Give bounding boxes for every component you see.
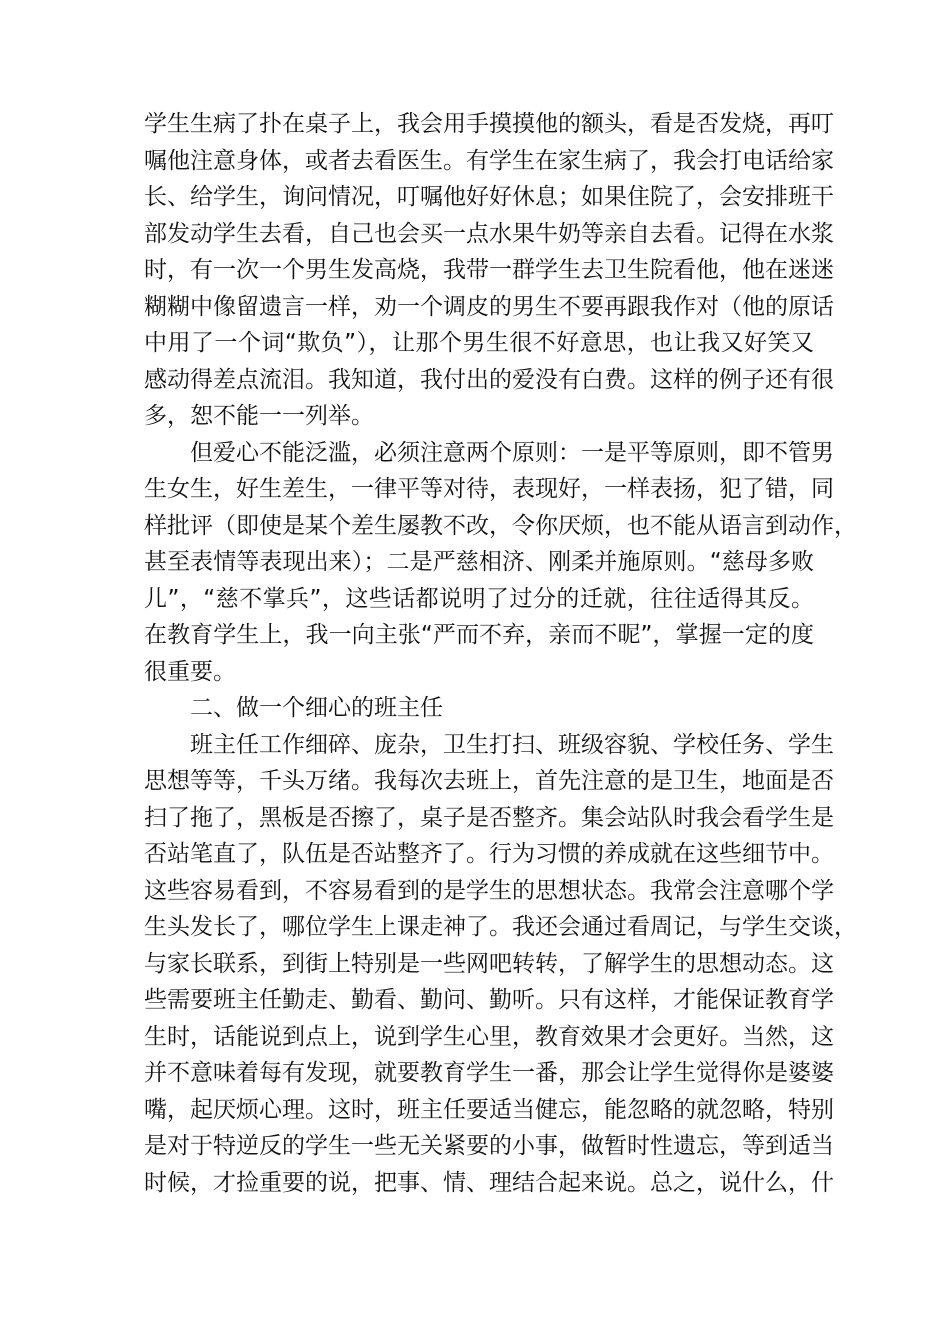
text-line: 这些容易看到，不容易看到的是学生的思想状态。我常会注意哪个学 [144, 877, 834, 904]
paragraph-2 [144, 435, 857, 691]
text-line: 时候，才捡重要的说，把事、情、理结合起来说。总之，说什么，什 [144, 1169, 834, 1196]
text-line: 是对于特逆反的学生一些无关紧要的小事，做暂时性遗忘，等到适当 [144, 1133, 834, 1159]
text-line: 扫了拖了，黑板是否擦了，桌子是否整齐。集会站队时我会看学生是 [144, 804, 834, 831]
text-line: 中用了一个词“欺负”），让那个男生很不好意思，也让我又好笑又 [144, 330, 814, 356]
text-line: 班主任工作细碎、庞杂，卫生打扫、班级容貌、学校任务、学生 [190, 731, 834, 758]
text-line: 嘱他注意身体，或者去看医生。有学生在家生病了，我会打电话给家 [144, 147, 834, 174]
paragraph-3 [144, 727, 857, 1202]
text-line: 些需要班主任勤走、勤看、勤问、勤听。只有这样，才能保证教育学 [144, 987, 834, 1013]
text-line: 在教育学生上，我一向主张“严而不弃，亲而不昵”，掌握一定的度 [144, 622, 814, 648]
section-heading: 二、做一个细心的班主任 [190, 695, 443, 721]
text-line: 生时，话能说到点上，说到学生心里，教育效果才会更好。当然，这 [144, 1023, 834, 1050]
text-line: 生女生，好生差生，一律平等对待，表现好，一样表扬，犯了错，同 [144, 476, 834, 502]
paragraph-1 [144, 106, 834, 435]
text-line: 很重要。 [144, 658, 236, 685]
text-line: 长、给学生，询问情况，叮嘱他好好休息；如果住院了，会安排班干 [144, 184, 834, 210]
text-line: 嘴，起厌烦心理。这时，班主任要适当健忘，能忽略的就忽略，特别 [144, 1096, 834, 1123]
text-line: 部发动学生去看，自己也会买一点水果牛奶等亲自去看。记得在水浆 [144, 220, 834, 247]
text-line: 糊糊中像留遗言一样，劝一个调皮的男生不要再跟我作对（他的原话 [144, 293, 834, 320]
document-body [144, 106, 857, 1201]
text-line: 否站笔直了，队伍是否站整齐了。行为习惯的养成就在这些细节中。 [144, 841, 834, 867]
text-line: 样批评（即使是某个差生屡教不改，令你厌烦，也不能从语言到动作， [144, 512, 857, 539]
text-line: 时，有一次一个男生发高烧，我带一群学生去卫生院看他，他在迷迷 [144, 257, 834, 283]
text-line: 与家长联系，到街上特别是一些网吧转转，了解学生的思想动态。这 [144, 950, 834, 977]
text-line: 但爱心不能泛滥，必须注意两个原则：一是平等原则，即不管男 [190, 439, 834, 466]
text-line: 学生生病了扑在桌子上，我会用手摸摸他的额头，看是否发烧，再叮 [144, 111, 834, 137]
text-line: 多，恕不能一一列举。 [144, 403, 374, 429]
text-line: 思想等等，千头万绪。我每次去班上，首先注意的是卫生，地面是否 [144, 768, 834, 794]
text-line: 并不意味着每有发现，就要教育学生一番，那会让学生觉得你是婆婆 [144, 1060, 834, 1086]
text-line: 儿”，“慈不掌兵”，这些话都说明了过分的迁就，往往适得其反。 [144, 585, 814, 612]
text-line: 生头发长了，哪位学生上课走神了。我还会通过看周记，与学生交谈， [144, 914, 857, 940]
text-line: 感动得差点流泪。我知道，我付出的爱没有白费。这样的例子还有很 [144, 366, 834, 393]
text-line: 甚至表情等表现出来）；二是严慈相济、刚柔并施原则。“慈母多败 [144, 549, 814, 575]
